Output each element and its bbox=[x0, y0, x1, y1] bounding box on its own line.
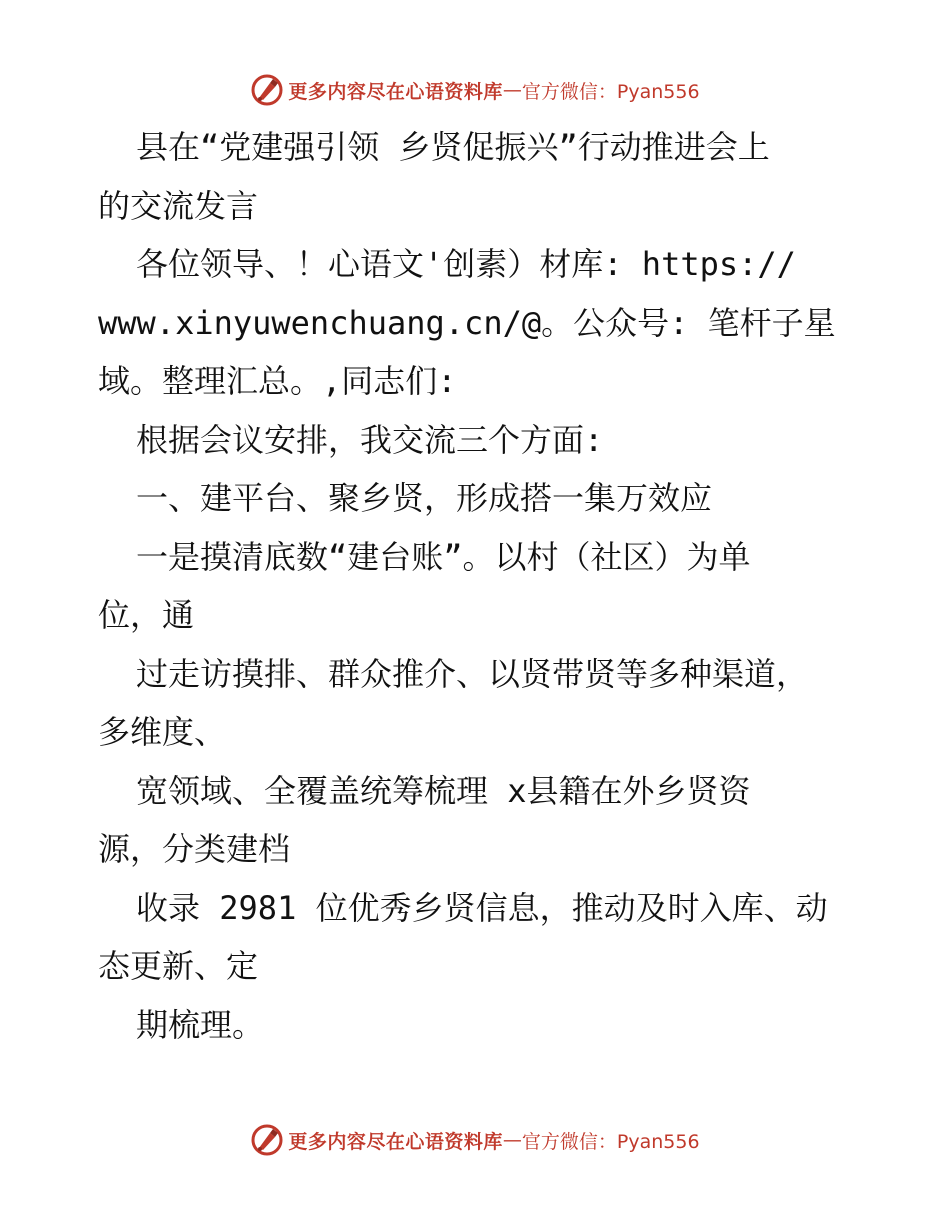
paragraph-line: 域。整理汇总。,同志们: bbox=[98, 362, 457, 400]
paragraph-line: 源，分类建档 bbox=[98, 830, 291, 868]
title-line: 县在“党建强引领 乡贤促振兴”行动推进会上 bbox=[136, 128, 770, 166]
paragraph-line: 态更新、定 bbox=[98, 947, 259, 985]
banner-contact: 官方微信：Pyan556 bbox=[521, 80, 700, 103]
banner-dash: — bbox=[502, 1129, 522, 1151]
paragraph-line: 各位领导、！心语文'创素）材库: https:// bbox=[136, 245, 796, 283]
paragraph-line: 根据会议安排，我交流三个方面: bbox=[136, 420, 604, 459]
section-heading: 一、建平台、聚乡贤，形成搭一集万效应 bbox=[136, 479, 713, 517]
pen-circle-logo-icon bbox=[250, 73, 284, 107]
paragraph-line: 一是摸清底数“建台账”。以村（社区）为单 bbox=[136, 537, 751, 576]
paragraph-line: 收录 2981 位优秀乡贤信息，推动及时入库、动 bbox=[136, 888, 828, 927]
title-line: 的交流发言 bbox=[98, 186, 259, 225]
paragraph-line: 多维度、 bbox=[98, 713, 227, 751]
pen-circle-logo-icon bbox=[250, 1123, 284, 1157]
paragraph-line: 位，通 bbox=[98, 596, 195, 634]
document-body bbox=[98, 118, 888, 1054]
paragraph-line: www.xinyuwenchuang.cn/@。公众号: 笔杆子星 bbox=[98, 303, 836, 342]
banner-dash: — bbox=[502, 79, 522, 101]
paragraph-line: 过走访摸排、群众推介、以贤带贤等多种渠道， bbox=[136, 654, 809, 693]
banner-text: 更多内容尽在心语资料库 bbox=[288, 80, 503, 103]
paragraph-line: 期梳理。 bbox=[136, 1005, 265, 1044]
footer-banner bbox=[0, 1120, 950, 1160]
header-banner bbox=[0, 70, 950, 110]
banner-contact: 官方微信：Pyan556 bbox=[521, 1130, 700, 1153]
paragraph-line: 宽领域、全覆盖统筹梳理 x县籍在外乡贤资 bbox=[136, 771, 751, 810]
banner-text: 更多内容尽在心语资料库 bbox=[288, 1130, 503, 1153]
